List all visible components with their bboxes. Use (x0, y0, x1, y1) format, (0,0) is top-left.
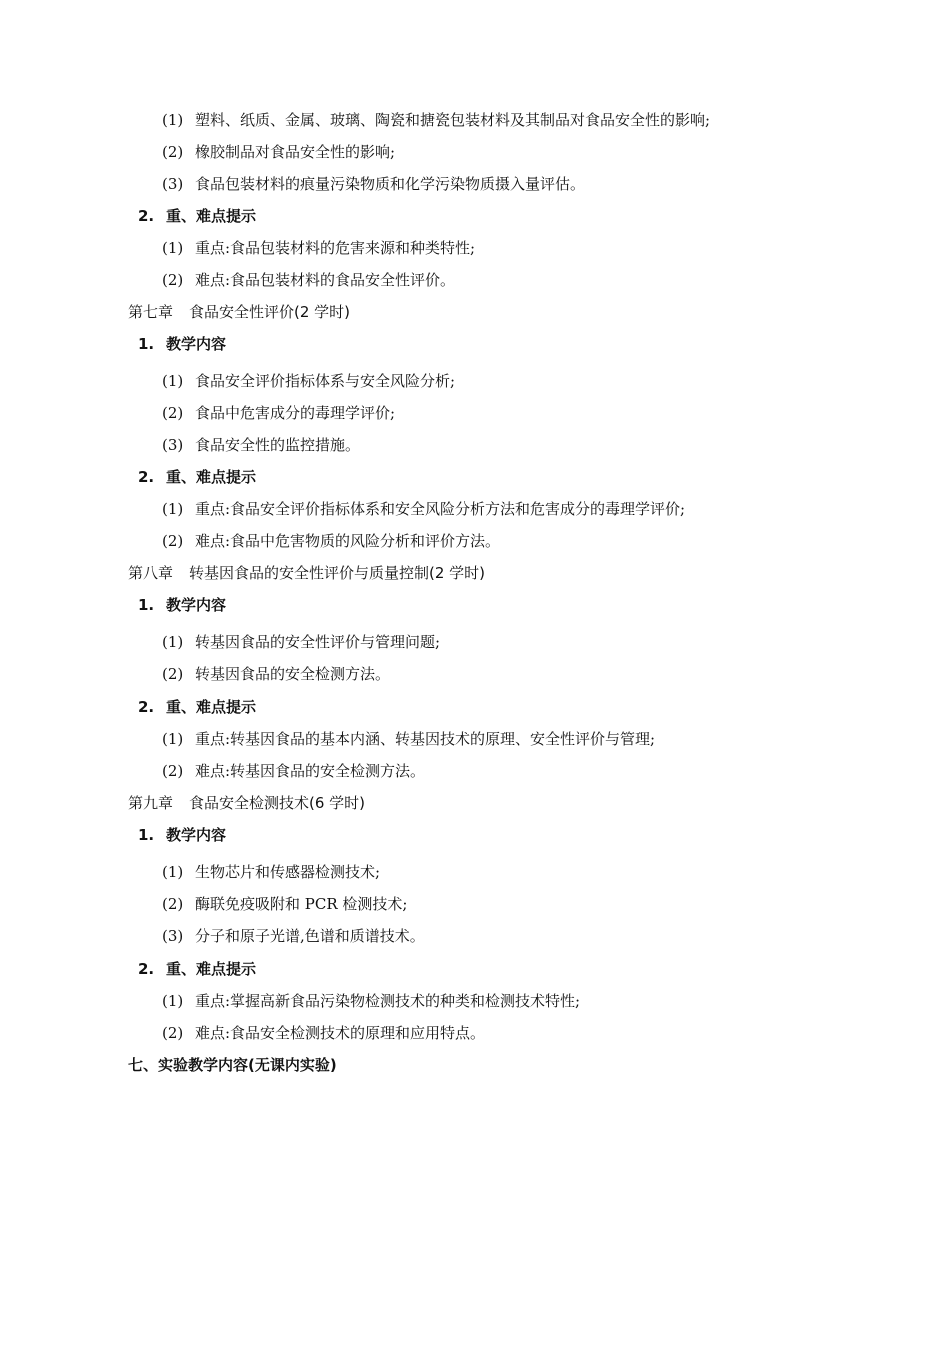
subheading (138, 467, 256, 487)
subheading-number: 2. (138, 960, 155, 978)
subheading-number: 1. (138, 596, 155, 614)
item-number: (2) (162, 762, 184, 780)
item-number: (2) (162, 271, 184, 289)
chapter-title: 转基因食品的安全性评价与质量控制(2 学时) (189, 564, 486, 582)
item-text: 转基因食品的安全性评价与管理问题; (195, 633, 441, 651)
item-number: (3) (162, 175, 184, 193)
subheading (138, 697, 256, 717)
subheading (138, 334, 226, 354)
subheading-number: 2. (138, 207, 155, 225)
list-item (162, 664, 390, 684)
subheading-text: 教学内容 (166, 596, 227, 614)
subheading-number: 2. (138, 698, 155, 716)
chapter-title: 食品安全性评价(2 学时) (189, 303, 351, 321)
subheading-text: 教学内容 (166, 826, 227, 844)
subheading (138, 825, 226, 845)
list-item (162, 1023, 485, 1043)
item-number: (1) (162, 111, 184, 129)
item-text: 食品安全性的监控措施。 (195, 436, 361, 454)
list-item (162, 862, 380, 882)
item-number: (1) (162, 863, 184, 881)
list-item (162, 991, 580, 1011)
section-heading (128, 1055, 337, 1075)
item-text: 难点:转基因食品的安全检测方法。 (195, 762, 426, 780)
list-item (162, 761, 425, 781)
subheading-number: 2. (138, 468, 155, 486)
chapter-number: 第八章 (128, 564, 174, 582)
item-number: (2) (162, 1024, 184, 1042)
item-number: (1) (162, 372, 184, 390)
item-text: 食品中危害成分的毒理学评价; (195, 404, 396, 422)
item-number: (1) (162, 239, 184, 257)
chapter-number: 第九章 (128, 794, 174, 812)
list-item (162, 238, 475, 258)
list-item (162, 531, 500, 551)
list-item (162, 926, 425, 946)
subheading-number: 1. (138, 335, 155, 353)
subheading-text: 教学内容 (166, 335, 227, 353)
item-number: (1) (162, 633, 184, 651)
subheading-text: 重、难点提示 (166, 960, 257, 978)
subheading (138, 206, 256, 226)
item-text: 重点:食品包装材料的危害来源和种类特性; (195, 239, 476, 257)
subheading-number: 1. (138, 826, 155, 844)
item-text: 难点:食品包装材料的食品安全性评价。 (195, 271, 456, 289)
item-text: 难点:食品安全检测技术的原理和应用特点。 (195, 1024, 486, 1042)
item-text: 难点:食品中危害物质的风险分析和评价方法。 (195, 532, 501, 550)
list-item (162, 371, 455, 391)
item-text: 塑料、纸质、金属、玻璃、陶瓷和搪瓷包装材料及其制品对食品安全性的影响; (195, 111, 711, 129)
item-text: 食品安全评价指标体系与安全风险分析; (195, 372, 456, 390)
subheading-text: 重、难点提示 (166, 207, 257, 225)
list-item (162, 270, 455, 290)
section-title: 七、实验教学内容(无课内实验) (128, 1056, 337, 1074)
subheading-text: 重、难点提示 (166, 468, 257, 486)
list-item (162, 142, 395, 162)
list-item (162, 499, 685, 519)
subheading (138, 595, 226, 615)
chapter-heading (128, 563, 485, 583)
item-number: (3) (162, 436, 184, 454)
chapter-heading (128, 793, 365, 813)
item-number: (2) (162, 143, 184, 161)
list-item (162, 632, 440, 652)
item-number: (1) (162, 992, 184, 1010)
item-text: 生物芯片和传感器检测技术; (195, 863, 381, 881)
chapter-number: 第七章 (128, 303, 174, 321)
item-number: (2) (162, 895, 184, 913)
item-number: (2) (162, 532, 184, 550)
item-text: 酶联免疫吸附和 PCR 检测技术; (195, 895, 408, 913)
subheading-text: 重、难点提示 (166, 698, 257, 716)
subheading (138, 959, 256, 979)
list-item (162, 110, 710, 130)
item-number: (2) (162, 665, 184, 683)
item-text: 重点:掌握高新食品污染物检测技术的种类和检测技术特性; (195, 992, 581, 1010)
item-text: 转基因食品的安全检测方法。 (195, 665, 391, 683)
item-number: (1) (162, 730, 184, 748)
list-item (162, 894, 407, 914)
chapter-heading (128, 302, 350, 322)
list-item (162, 403, 395, 423)
item-text: 分子和原子光谱,色谱和质谱技术。 (195, 927, 425, 945)
list-item (162, 729, 655, 749)
list-item (162, 435, 360, 455)
item-text: 重点:转基因食品的基本内涵、转基因技术的原理、安全性评价与管理; (195, 730, 656, 748)
item-text: 重点:食品安全评价指标体系和安全风险分析方法和危害成分的毒理学评价; (195, 500, 686, 518)
item-number: (2) (162, 404, 184, 422)
item-number: (1) (162, 500, 184, 518)
list-item (162, 174, 585, 194)
item-number: (3) (162, 927, 184, 945)
item-text: 橡胶制品对食品安全性的影响; (195, 143, 396, 161)
chapter-title: 食品安全检测技术(6 学时) (189, 794, 366, 812)
item-text: 食品包装材料的痕量污染物质和化学污染物质摄入量评估。 (195, 175, 586, 193)
